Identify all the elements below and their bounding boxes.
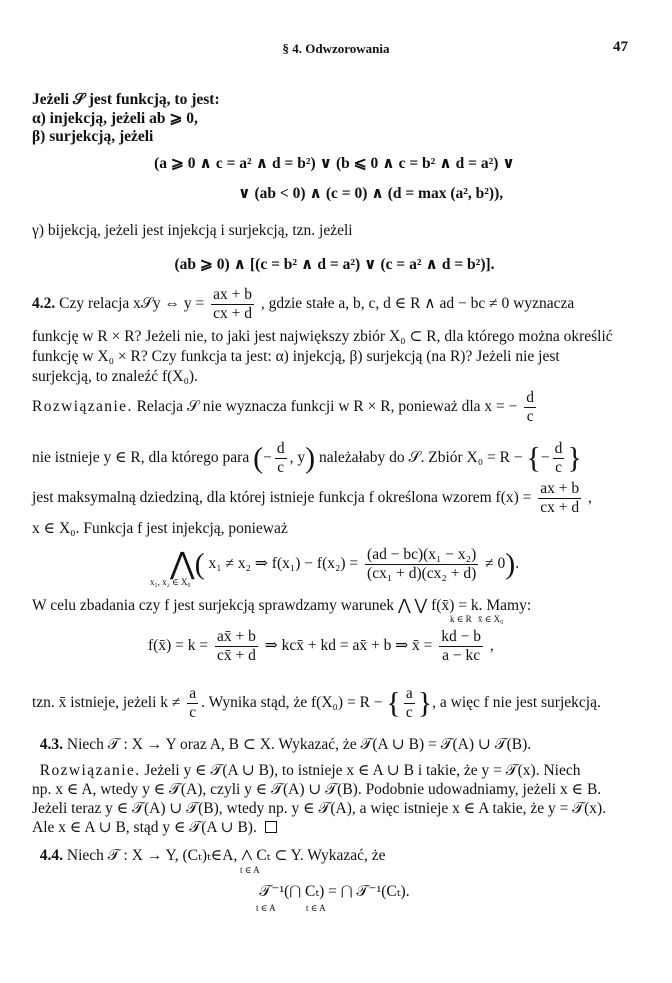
text-line: funkcję w X₀ × R? Czy funkcja ta jest: α) injekcją, β) surjekcją (na R)? Jeżeli nie jest [32, 348, 560, 365]
fraction [538, 480, 581, 517]
numerator: (ad − bc)(x₁ − x₂) [367, 546, 477, 563]
numerator: d [526, 389, 535, 406]
text-fragment: Niech 𝒯 : X → Y, (Cₜ)ₜ∈A, ⋀ Cₜ ⊂ Y. Wykazać, że [66, 847, 386, 864]
denominator: a − kc [442, 646, 481, 664]
text-line: α) injekcją, jeżeli ab ⩾ 0, [32, 110, 198, 127]
problem-4-4-statement [32, 848, 637, 864]
minus-sign: − [263, 448, 272, 466]
running-title: § 4. Odwzorowania [282, 41, 390, 56]
numerator: d [554, 440, 563, 457]
problem-label: 4.3. [39, 736, 63, 753]
numerator: d [276, 440, 285, 457]
text-fragment: f(x̄) = k = [148, 636, 209, 654]
text-fragment: ⇒ kcx̄ + kd = ax̄ + b ⇒ x̄ = [264, 636, 433, 654]
denominator: (cx₁ + d)(cx₂ + d) [367, 564, 477, 582]
text-fragment: Jeżeli y ∈ 𝒯(A ∪ B), to istnieje x ∈ A ∪ B i takie, że y = 𝒯(x). Niech [144, 762, 581, 779]
solution-line: tzn. x̄ istnieje, jeżeli k ≠ $\frac{a}{c}$ . Wynika stąd, że f(X₀) = R − { $\frac{a}{c}$ }, a więc f nie jest surjekcją. [32, 685, 601, 721]
index-subscript: t ∈ A [240, 865, 260, 875]
index-subscript: x̄ ∈ X₀ [478, 614, 504, 624]
text-line: Jeżeli teraz y ∈ 𝒯(A) ∪ 𝒯(B), wtedy np. y ∈ 𝒯(A), a więc istnieje x ∈ A takie, że y = 𝒯(x). [32, 800, 607, 817]
text-line: W celu zbadania czy f jest surjekcją sprawdzamy warunek ⋀ ⋁ f(x̄) = k. Mamy: [32, 597, 532, 614]
wedge-symbol: ⋀ [170, 547, 195, 581]
text-fragment: , gdzie stałe a, b, c, d ∈ R ∧ ad − bc ≠ 0 wyznacza [260, 294, 575, 312]
problem-4-2-statement [32, 286, 637, 323]
problem-label: 4.4. [39, 847, 63, 864]
solution-line: nie istnieje y ∈ R, dla którego para (− $\frac{d}{c}$ , y) należałaby do 𝒮. Zbiór X₀ = R − {− $\frac{d}{c}$ } [32, 440, 582, 476]
fraction [524, 389, 536, 426]
text-fragment: jest maksymalną dziedziną, dla której istnieje funkcja f określona wzorem f(x) = [32, 488, 532, 506]
numerator: a [405, 685, 413, 702]
index-subscript: t ∈ A [306, 903, 326, 913]
index-subscript: x₁, x₂ ∈ X₀ [150, 577, 191, 587]
text-line: Jeżeli 𝒮 jest funkcją, to jest: [32, 91, 220, 108]
numerator: a [189, 685, 197, 702]
denominator: c [526, 407, 534, 425]
text-fragment: należałaby do 𝒮. Zbiór X₀ = R − [318, 448, 523, 466]
index-subscript: k ∈ R [450, 614, 472, 624]
numerator: ax̄ + b [216, 628, 256, 645]
text-fragment: Czy relacja x𝒮y ⇔ y = [59, 294, 205, 312]
formula-surjection-1: (a ⩾ 0 ∧ c = a² ∧ d = b²) ∨ (b ⩽ 0 ∧ c = b² ∧ d = a²) ∨ [154, 155, 515, 172]
numerator: ax + b [213, 286, 252, 303]
fraction [275, 440, 287, 477]
fraction [365, 546, 478, 583]
denominator: c [405, 703, 413, 721]
fraction [404, 685, 415, 722]
text-fragment: . Wynika stąd, że f(X₀) = R − [201, 693, 383, 711]
solution-label: Rozwiązanie. [39, 762, 141, 779]
formula-preimage: 𝒯⁻¹(⋂ Cₜ) = ⋂ 𝒯⁻¹(Cₜ). [259, 883, 410, 900]
fraction [553, 440, 565, 477]
problem-label: 4.2. [32, 294, 56, 312]
denominator: cx + d [213, 304, 252, 322]
text-fragment: , [489, 636, 494, 654]
formula-surjection-2: ∨ (ab < 0) ∧ (c = 0) ∧ (d = max (a², b²)), [238, 185, 504, 202]
denominator: c [555, 458, 562, 476]
solution-line: jest maksymalną dziedziną, dla której istnieje funkcja f określona wzorem f(x) = $\frac{ax + b}{cx + d}$ , [32, 480, 592, 516]
text-line: np. x ∈ A, wtedy y ∈ 𝒯(A), czyli y ∈ 𝒯(A) ∪ 𝒯(B). Podobnie udowadniamy, jeżeli x ∈ B. [32, 781, 602, 798]
text-line: surjekcją, to znaleźć f(X₀). [32, 368, 198, 385]
text-line: x ∈ X₀. Funkcja f jest injekcją, ponieważ [32, 520, 288, 537]
text-fragment: tzn. x̄ istnieje, jeżeli k ≠ [32, 693, 181, 711]
index-subscript: t ∈ A [256, 903, 276, 913]
text-fragment: nie istnieje y ∈ R, dla którego para [32, 448, 250, 466]
page-number: 47 [613, 39, 628, 55]
text-line: γ) bijekcją, jeżeli jest injekcją i surjekcją, tzn. jeżeli [32, 222, 353, 239]
solution-label: Rozwiązanie. [32, 397, 133, 415]
text-line: funkcję w R × R? Jeżeli nie, to jaki jest największy zbiór X₀ ⊂ R, dla którego można określić [32, 328, 613, 345]
solution-line [32, 763, 637, 779]
fraction [439, 628, 483, 665]
solution-line [32, 389, 637, 426]
minus-sign: − [540, 448, 550, 466]
formula-bijection: (ab ⩾ 0) ∧ [(c = b² ∧ d = a²) ∨ (c = a² ∧ d = b²)]. [174, 256, 495, 273]
text-line: β) surjekcją, jeżeli [32, 128, 154, 145]
text-fragment: , y [289, 448, 306, 466]
denominator: c [189, 703, 197, 721]
problem-4-3-statement [32, 737, 637, 753]
text-line [32, 820, 637, 836]
numerator: ax + b [540, 480, 580, 497]
formula-injectivity: ⋀( x₁ ≠ x₂ ⇒ f(x₁) − f(x₂) = $\frac{\text{(ad − bc)(x₁ − x₂)}}{\text{(cx₁ + d)(cx₂ + d)}}$ ≠ 0). [170, 546, 520, 582]
qed-box-icon [265, 821, 277, 833]
denominator: cx̄ + d [216, 646, 256, 664]
fraction [211, 286, 254, 323]
numerator: kd − b [441, 628, 482, 645]
denominator: cx + d [540, 498, 580, 516]
denominator: c [277, 458, 285, 476]
fraction [187, 685, 198, 722]
text-fragment: ≠ 0 [485, 554, 506, 572]
formula-surjectivity [148, 628, 494, 665]
text-fragment: Niech 𝒯 : X → Y oraz A, B ⊂ X. Wykazać, że 𝒯(A ∪ B) = 𝒯(A) ∪ 𝒯(B). [66, 736, 532, 753]
text-fragment: , a więc f nie jest surjekcją. [432, 693, 601, 711]
text-fragment: Relacja 𝒮 nie wyznacza funkcji w R × R, ponieważ dla x = − [136, 397, 518, 415]
text-fragment: x₁ ≠ x₂ ⇒ f(x₁) − f(x₂) = [208, 554, 359, 572]
text-fragment: Ale x ∈ A ∪ B, stąd y ∈ 𝒯(A ∪ B). [32, 819, 257, 836]
fraction [215, 628, 258, 665]
